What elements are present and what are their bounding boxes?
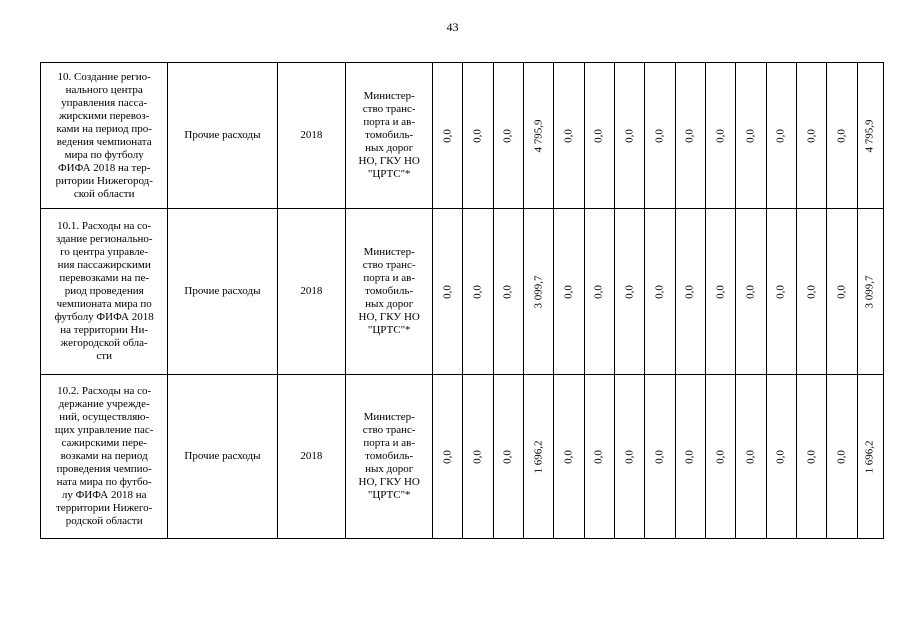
value-cell (645, 63, 675, 209)
value-cell (857, 63, 883, 209)
value-text: 0,0 (805, 128, 818, 143)
value-text: 0,0 (774, 128, 787, 143)
executor-line: ных дорог (365, 298, 414, 310)
value-cell (433, 375, 463, 539)
executor-line: "ЦРТС"* (367, 489, 411, 501)
value-text: 0,0 (592, 449, 605, 464)
description-line: го центра управле- (60, 246, 149, 258)
value-text: 3 099,7 (532, 275, 545, 308)
value-cell (796, 63, 826, 209)
value-cell (857, 375, 883, 539)
description-line: здание регионально- (55, 233, 153, 245)
value-text: 1 696,2 (532, 440, 545, 473)
description-line: чемпионата мира по (56, 298, 152, 310)
budget-table (40, 62, 884, 539)
value-cell (705, 209, 735, 375)
value-text: 0,0 (441, 128, 454, 143)
description-line: мира по футболу (64, 148, 144, 161)
table-row (41, 375, 884, 539)
executor-line: порта и ав- (363, 437, 416, 449)
value-cell (433, 63, 463, 209)
description-line: нального центра (65, 83, 143, 96)
value-cell (615, 63, 645, 209)
value-text: 1 696,2 (863, 440, 876, 473)
value-text: 0,0 (683, 284, 696, 299)
value-cell (796, 209, 826, 375)
value-cell (766, 63, 796, 209)
value-cell (554, 375, 584, 539)
value-text: 0,0 (805, 449, 818, 464)
value-cell (584, 63, 614, 209)
description-line: перевозками на пе- (59, 272, 150, 284)
value-text: 0,0 (501, 284, 514, 299)
row-description (41, 209, 168, 375)
description-line: риод проведения (64, 285, 144, 297)
value-text: 0,0 (774, 284, 787, 299)
executor-line: НО, ГКУ НО (358, 155, 420, 167)
value-cell (463, 209, 493, 375)
executor-line: ных дорог (365, 142, 414, 154)
description-line: проведения чемпио- (56, 463, 152, 475)
value-text: 0,0 (805, 284, 818, 299)
value-cell (554, 63, 584, 209)
value-text: 0,0 (835, 284, 848, 299)
value-text: 0,0 (471, 128, 484, 143)
value-text: 0,0 (714, 128, 727, 143)
value-cell (493, 375, 523, 539)
table-row (41, 209, 884, 375)
row-description (41, 63, 168, 209)
value-cell (705, 63, 735, 209)
executor-line: "ЦРТС"* (367, 324, 411, 336)
value-cell (827, 63, 857, 209)
page-number: 43 (446, 20, 459, 34)
description-line: на территории Ни- (60, 324, 149, 336)
description-line: сти (96, 350, 112, 362)
value-text: 0,0 (774, 449, 787, 464)
row-description (41, 375, 168, 539)
value-text: 0,0 (835, 449, 848, 464)
value-text: 0,0 (562, 284, 575, 299)
value-cell (524, 375, 554, 539)
value-text: 0,0 (623, 284, 636, 299)
executor-line: томобиль- (365, 129, 414, 141)
value-text: 0,0 (471, 284, 484, 299)
description-line: 10. Создание регио- (57, 70, 151, 83)
executor-line: ных дорог (365, 463, 414, 475)
description-line: управления пасса- (61, 96, 148, 109)
description-line: ской области (73, 187, 135, 200)
value-cell (675, 63, 705, 209)
value-text: 0,0 (592, 284, 605, 299)
executor-line: ство транс- (362, 424, 416, 436)
value-cell (675, 375, 705, 539)
value-cell (524, 209, 554, 375)
description-line: ками на период про- (56, 122, 152, 135)
table-row (41, 63, 884, 209)
executor-line: томобиль- (365, 285, 414, 297)
value-text: 0,0 (744, 449, 757, 464)
description-line: родской области (65, 515, 143, 527)
value-text: 0,0 (562, 449, 575, 464)
value-cell (524, 63, 554, 209)
value-text: 0,0 (441, 284, 454, 299)
value-cell (433, 209, 463, 375)
year-cell: 2018 (277, 63, 346, 209)
value-cell (554, 209, 584, 375)
executor-line: Министер- (363, 90, 415, 102)
value-cell (736, 375, 766, 539)
description-line: возками на период (60, 450, 148, 462)
value-text: 0,0 (714, 449, 727, 464)
description-line: футболу ФИФА 2018 (54, 311, 154, 323)
description-line: ния пассажирскими (57, 259, 151, 271)
value-cell (645, 375, 675, 539)
year-cell: 2018 (277, 375, 346, 539)
value-cell (827, 375, 857, 539)
description-line: ната мира по футбо- (56, 476, 152, 488)
value-text: 0,0 (471, 449, 484, 464)
value-text: 0,0 (835, 128, 848, 143)
value-cell (493, 209, 523, 375)
value-cell (493, 63, 523, 209)
description-line: 10.1. Расходы на со- (57, 220, 152, 232)
description-line: ФИФА 2018 на тер- (57, 161, 151, 174)
value-cell (736, 209, 766, 375)
value-text: 0,0 (744, 128, 757, 143)
executor-line: томобиль- (365, 450, 414, 462)
value-text: 0,0 (653, 284, 666, 299)
value-cell (857, 209, 883, 375)
value-text: 0,0 (623, 449, 636, 464)
executor-line: порта и ав- (363, 272, 416, 284)
expense-type: Прочие расходы (168, 375, 277, 539)
description-line: 10.2. Расходы на со- (57, 385, 152, 397)
description-line: сажирскими пере- (61, 437, 147, 449)
executor-line: "ЦРТС"* (367, 168, 411, 180)
value-text: 0,0 (744, 284, 757, 299)
value-cell (463, 375, 493, 539)
executor-line: порта и ав- (363, 116, 416, 128)
value-text: 0,0 (683, 128, 696, 143)
value-cell (615, 375, 645, 539)
executor-line: Министер- (363, 246, 415, 258)
value-text: 0,0 (441, 449, 454, 464)
expense-type: Прочие расходы (168, 63, 277, 209)
value-cell (463, 63, 493, 209)
value-text: 0,0 (714, 284, 727, 299)
value-text: 4 795,9 (532, 119, 545, 152)
executor-line: НО, ГКУ НО (358, 476, 420, 488)
value-text: 0,0 (623, 128, 636, 143)
expense-type: Прочие расходы (168, 209, 277, 375)
description-line: лу ФИФА 2018 на (61, 489, 147, 501)
value-text: 0,0 (501, 449, 514, 464)
executor-cell (346, 209, 433, 375)
value-cell (675, 209, 705, 375)
value-text: 0,0 (683, 449, 696, 464)
executor-line: НО, ГКУ НО (358, 311, 420, 323)
value-text: 0,0 (592, 128, 605, 143)
description-line: щих управление пас- (54, 424, 154, 436)
value-cell (766, 209, 796, 375)
value-cell (827, 209, 857, 375)
value-cell (615, 209, 645, 375)
executor-line: Министер- (363, 411, 415, 423)
value-text: 3 099,7 (863, 275, 876, 308)
value-cell (584, 209, 614, 375)
value-text: 4 795,9 (863, 119, 876, 152)
description-line: ведения чемпионата (56, 135, 152, 148)
value-text: 0,0 (653, 449, 666, 464)
value-text: 0,0 (653, 128, 666, 143)
year-cell: 2018 (277, 209, 346, 375)
value-text: 0,0 (501, 128, 514, 143)
value-cell (645, 209, 675, 375)
description-line: ний, осуществляю- (59, 411, 150, 423)
description-line: территории Нижего- (56, 502, 153, 514)
executor-cell (346, 63, 433, 209)
description-line: ритории Нижегород- (55, 174, 153, 187)
value-cell (736, 63, 766, 209)
value-cell (584, 375, 614, 539)
value-cell (705, 375, 735, 539)
description-line: жирскими перевоз- (58, 109, 150, 122)
executor-line: ство транс- (362, 103, 416, 115)
description-line: держание учрежде- (58, 398, 150, 410)
executor-cell (346, 375, 433, 539)
value-cell (766, 375, 796, 539)
executor-line: ство транс- (362, 259, 416, 271)
description-line: жегородской обла- (60, 337, 148, 349)
value-cell (796, 375, 826, 539)
value-text: 0,0 (562, 128, 575, 143)
